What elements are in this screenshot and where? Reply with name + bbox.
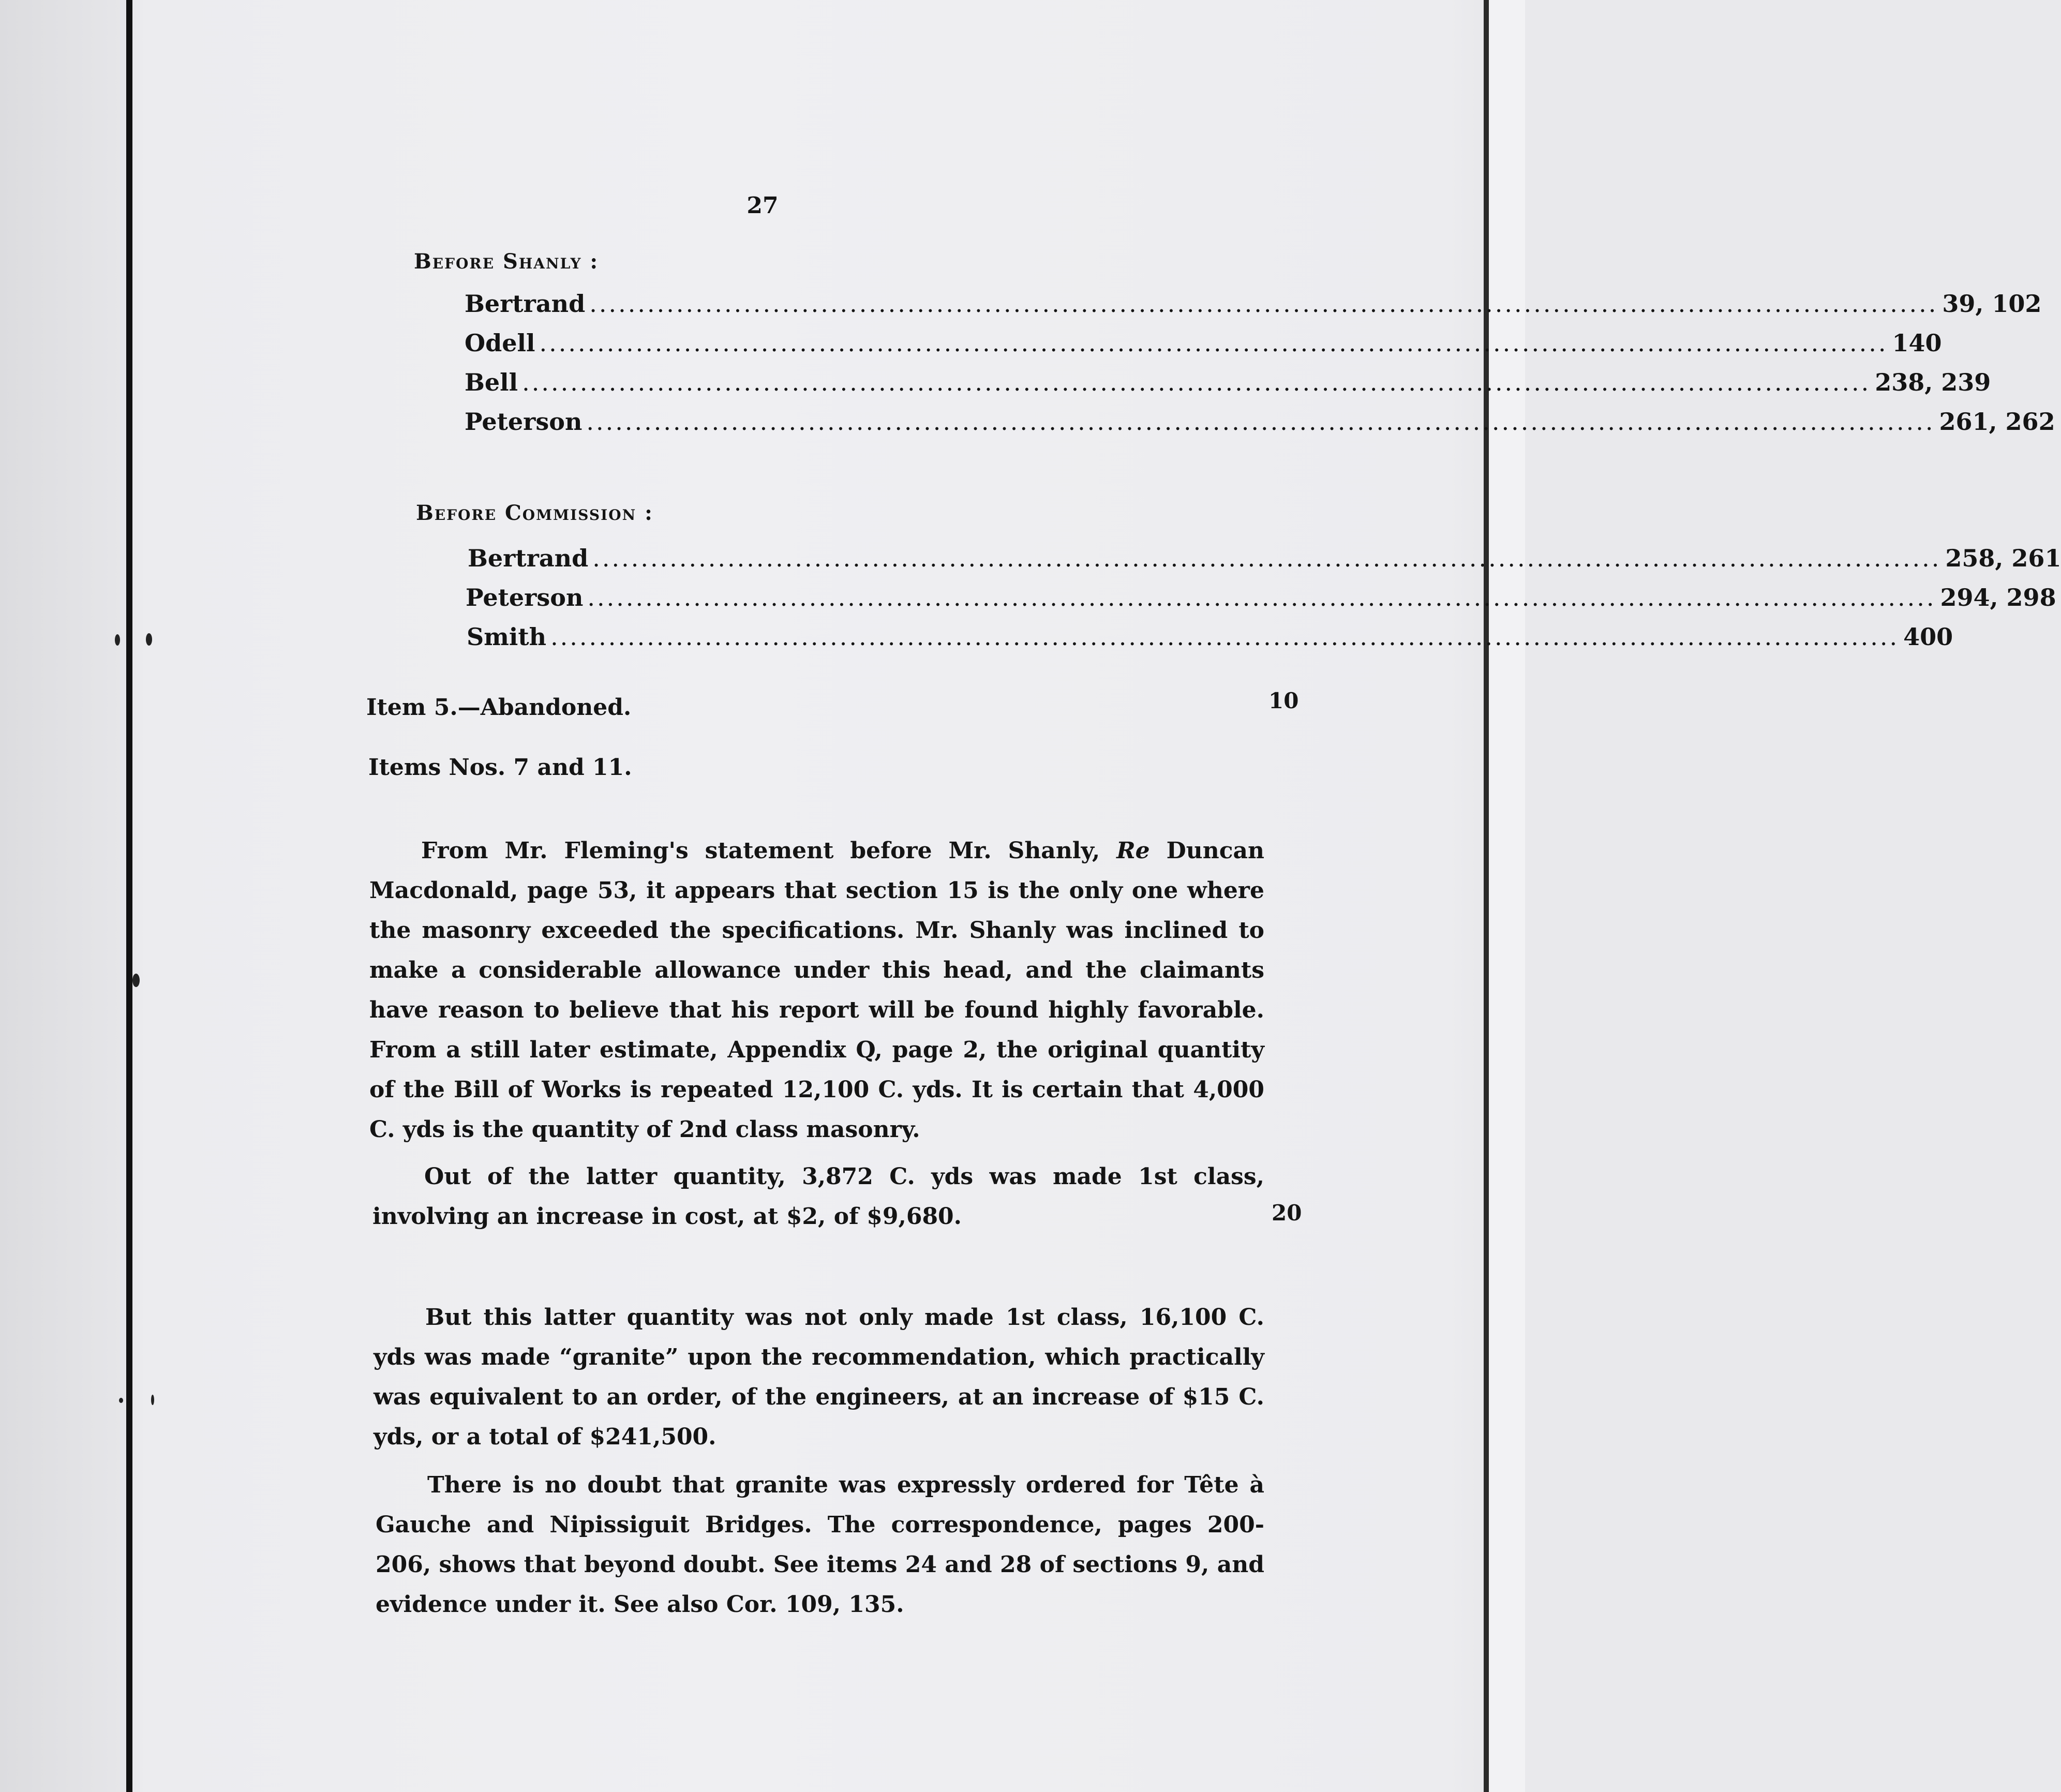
dot-leader: ............................................................................................................................................ — [550, 623, 1900, 651]
scan-speck — [115, 634, 120, 646]
paragraph-text: From Mr. Fleming's statement before Mr. Shanly, — [421, 838, 1117, 864]
scan-speck — [146, 633, 152, 646]
index-entry — [465, 329, 1942, 357]
line-number-10: 10 — [1268, 688, 1299, 713]
paragraph-granite-ordered: There is no doubt that granite was expressly ordered for Tête à Gauche and Nipissiguit Bridges. The correspondence, pages 200-206, shows that beyond doubt. See items 24 and 28 of sections 9, and evidence under it. See also Cor. 109, 135. — [376, 1472, 1264, 1618]
entry-pages: 261, 262 — [1939, 408, 2055, 436]
entry-pages: 400 — [1903, 623, 1953, 651]
dot-leader: ............................................................................................................................................ — [539, 329, 1888, 357]
entry-pages: 294, 298 — [1940, 584, 2056, 611]
item-5-line: Item 5.—Abandoned. — [366, 694, 632, 721]
dot-leader: ............................................................................................................................................ — [522, 368, 1871, 396]
entry-pages: 258, 261 — [1945, 544, 2061, 572]
index-entry — [465, 368, 1991, 396]
paragraph-first-class-increase: Out of the latter quantity, 3,872 C. yds was made 1st class, involving an increase in cost, at $2, of $9,680. — [372, 1163, 1264, 1230]
entry-name: Peterson — [465, 408, 583, 436]
dot-leader: ............................................................................................................................................ — [589, 290, 1938, 318]
scan-speck — [151, 1395, 154, 1405]
re-italic: Re — [1116, 838, 1150, 864]
page-number: 27 — [746, 192, 779, 219]
binding-line — [126, 0, 132, 1792]
entry-pages: 238, 239 — [1875, 368, 1991, 396]
index-entry — [468, 544, 2061, 572]
paragraph-text: Duncan Macdonald, page 53, it appears that section 15 is the only one where the masonry exceeded the specifications. Mr. Shanly was inclined to make a considerable allowance under this head, and the claimants have reason to believe that his report will be found highly favorable. From a still later estimate, Appendix Q, page 2, the original quantity of the Bill of Works is repeated 12,100 C. yds. It is certain that 4,000 C. yds is the quantity of 2nd class masonry. — [369, 838, 1265, 1143]
scan-speck — [119, 1398, 123, 1403]
entry-name: Odell — [465, 329, 535, 357]
dot-leader: ............................................................................................................................................ — [586, 408, 1935, 436]
entry-name: Bertrand — [468, 544, 589, 572]
entry-name: Peterson — [466, 584, 584, 611]
paragraph-granite-recommendation: But this latter quantity was not only made 1st class, 16,100 C. yds was made “granite” upon the recommendation, which practically was equivalent to an order, of the engineers, at an increase of $15 C. yds, or a total of $241,500. — [374, 1304, 1264, 1450]
index-entry — [467, 623, 1953, 651]
page-edge — [1484, 0, 1489, 1792]
paragraph-fleming-statement — [369, 831, 1264, 1149]
index-entry — [466, 584, 2056, 611]
entry-name: Smith — [467, 623, 547, 651]
scan-speck — [132, 974, 140, 987]
heading-before-shanly: Before Shanly : — [414, 249, 599, 274]
page-edge-shadow — [1489, 0, 1525, 1792]
dot-leader: ............................................................................................................................................ — [592, 544, 1941, 572]
dot-leader: ............................................................................................................................................ — [587, 584, 1936, 611]
entry-name: Bertrand — [465, 290, 586, 318]
entry-pages: 140 — [1892, 329, 1942, 357]
heading-before-commission: Before Commission : — [416, 501, 653, 525]
index-entry — [465, 290, 2042, 318]
items-7-11-heading: Items Nos. 7 and 11. — [368, 754, 632, 781]
index-entry — [465, 408, 2055, 436]
entry-name: Bell — [465, 368, 518, 396]
entry-pages: 39, 102 — [1942, 290, 2042, 318]
line-number-20: 20 — [1272, 1200, 1302, 1226]
